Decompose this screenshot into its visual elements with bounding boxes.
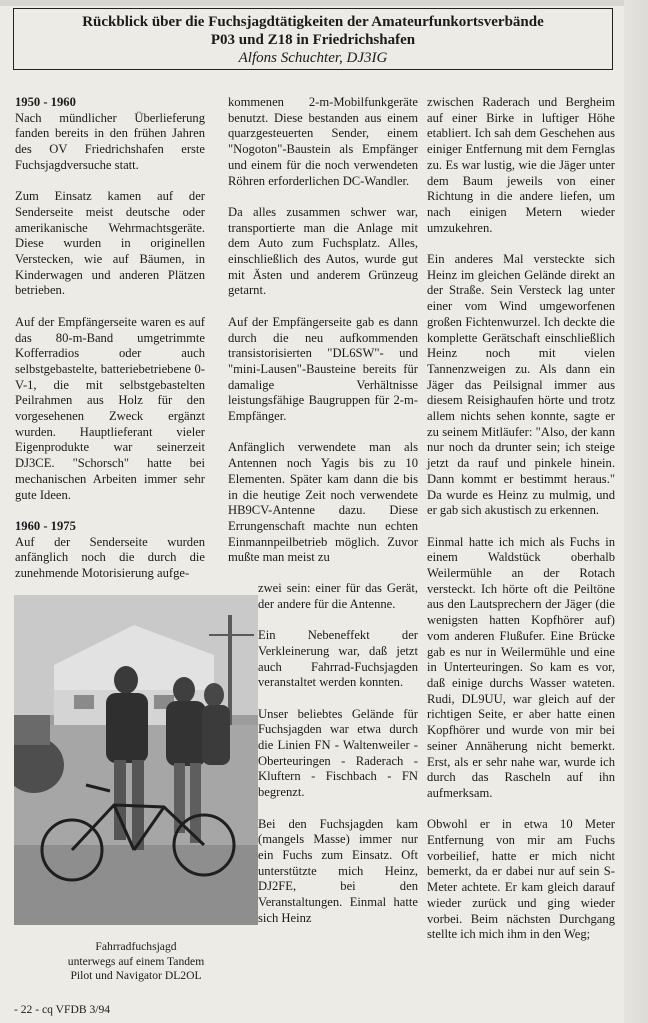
scan-edge-right xyxy=(624,0,648,1023)
article-header xyxy=(13,8,613,70)
paragraph: kommenen 2-m-Mobilfunkgeräte benutzt. Diese bestanden aus einem quarzgesteuerten Sender, einem "Nogoton"-Baustein als Empfänger und einem für die noch verwendeten Röhren erforderlichen DC-Wandler. xyxy=(228,95,418,188)
paragraph: Ein anderes Mal versteckte sich Heinz im gleichen Gelände direkt an der Straße. Sein Versteck lag unter einer vom Wind umgeworfenen großen Fichtenwurzel. Ich deckte die komplette Gerätschaft einschließlich Heinz noch mit vielen Tannenzweigen zu. Als dann ein Jäger das Peilsignal immer aus diesem Reisighaufen hörte und trotz allem nichts sehen konnte, sagte er zu seinem Mitläufer: "Also, der kann nur noch da drunter sein; ich steige jetzt da rauf und pinkele hinein. Dann kommt er bestimmt heraus." Da wurde es Heinz zu mulmig, und er gab sich akustisch zu erkennen. xyxy=(427,252,615,518)
paragraph: Auf der Empfängerseite gab es dann durch die neu aufkommenden transistorisierten "DL6SW"- und "mini-Lausen"-Bausteine bereits für damalige Verhältnisse leistungsfähige Baugruppen für 2-m-Empfänger. xyxy=(228,314,418,424)
paragraph: Ein Nebeneffekt der Verkleinerung war, daß jetzt auch Fahrrad-Fuchsjagden veranstaltet werden konnten. xyxy=(258,628,418,690)
paragraph: Zum Einsatz kamen auf der Senderseite meist deutsche oder amerikanische Wehrmachtsgeräte. Diese wurden in originellen Verstecken, wie auf Bäumen, in Kinderwagen und anderen Plätzen betrieben. xyxy=(15,189,205,298)
paragraph: Da alles zusammen schwer war, transportierte man die Anlage mit dem Auto zum Fuchsplatz. Alles, einschließlich des Autos, wurde gut mit Ästen und anderem Grünzeug getarnt. xyxy=(228,204,418,298)
caption-line: Pilot und Navigator DL2OL xyxy=(70,969,202,982)
title-line-2: P03 und Z18 in Friedrichshafen xyxy=(210,32,416,48)
title-line-1: Rückblick über die Fuchsjagdtätigkeiten der Amateurfunkortsverbände xyxy=(82,14,544,30)
paragraph: Anfänglich verwendete man als Antennen noch Yagis bis zu 10 Elementen. Später kam dann die bis in die heutige Zeit noch verwendete HB9CV-Antenne dazu. Diese Errungenschaft machte nun echten Einmannpeilbetrieb möglich. Zuvor mußte man meist zu xyxy=(228,440,418,565)
paragraph: zwei sein: einer für das Gerät, der andere für die Antenne. xyxy=(258,581,418,611)
paragraph: Auf der Senderseite wurden anfänglich noch die durch die zunehmende Motorisierung aufge- xyxy=(15,534,205,581)
section-heading-1950: 1950 - 1960 xyxy=(15,95,76,109)
paragraph: Auf der Empfängerseite waren es auf das 80-m-Band umgetrimmte Kofferradios oder auch selbstgebastelte, batteriebetriebene 0-V-1, die mit selbstgebastelten Peilrahmen aus Holz für den vorgesehenen Zweck ergänzt wurden. Hauptlieferant vieler Eigenprodukte war seinerzeit DJ3CE. "Schorsch" hatte bei mechanischen Arbeiten immer sehr gute Ideen. xyxy=(15,314,205,502)
paragraph: zwischen Raderach und Bergheim auf einer Birke in luftiger Höhe etabliert. Ich sah dem Geschehen aus einiger Entfernung mit dem Fernglas zu. Es war lustig, wie die Jäger unter dem Baum jeweils von einer Richtung in die andere liefen, um nach einigen Metern wieder umzukehren. xyxy=(427,95,615,235)
column-3 xyxy=(427,95,615,959)
paragraph: Unser beliebtes Gelände für Fuchsjagden war etwa durch die Linien FN - Waltenweiler - Oberteuringen - Raderach - Kluftern - Fischbach - FN begrenzt. xyxy=(258,706,418,800)
paragraph: Bei den Fuchsjagden kam (mangels Masse) immer nur ein Fuchs zum Einsatz. Oft unterstützte mich Heinz, DJ2FE, bei den Veranstaltungen. Einmal hatte sich Heinz xyxy=(258,816,418,925)
author: Alfons Schuchter, DJ3IG xyxy=(238,50,388,66)
paragraph: Nach mündlicher Überlieferung fanden bereits in den frühen Jahren des OV Friedrichshafen erste Fuchsjagdversuche statt. xyxy=(15,110,205,172)
scan-edge-top xyxy=(0,0,648,6)
paragraph: Einmal hatte ich mich als Fuchs in einem Waldstück oberhalb Weilermühle an der Rotach versteckt. Ich hörte oft die Peiltöne aus den Lautsprechern der Jäger (die wenigsten hatten Kopfhörer auf) vom anderen Flußufer. Eine Brücke gab es nur in Weilermühle und eine in Unterteuringen. So kam es vor, daß einige durchs Wasser wateten. Rudi, DL9UU, war gleich auf der richtigen Seite, er aber hatte einen Kopfhörer und wurde von mir bei seiner Annäherung nicht bemerkt. Erst, als er sehr nahe war, wurde ich durch das Rascheln auf ihn aufmerksam. xyxy=(427,534,615,800)
section-heading-1960: 1960 - 1975 xyxy=(15,518,76,533)
column-2-continued xyxy=(258,581,418,942)
caption-line: unterwegs auf einem Tandem xyxy=(67,954,205,968)
tandem-photo xyxy=(14,595,258,925)
page-footer: - 22 - cq VFDB 3/94 xyxy=(14,1003,111,1016)
paragraph: Obwohl er in etwa 10 Meter Entfernung von mir am Fuchs vorbeilief, hatte er mich nicht bemerkt, da er dabei nur auf sein S-Meter achtete. Er kam gleich darauf wieder zurück und ging wieder vorbei. Beim nächsten Durchgang stellte ich mich ihm in den Weg; xyxy=(427,817,615,942)
photo-caption xyxy=(14,940,258,984)
column-1 xyxy=(15,95,205,597)
caption-line: Fahrradfuchsjagd xyxy=(95,940,177,953)
column-2 xyxy=(228,95,418,582)
